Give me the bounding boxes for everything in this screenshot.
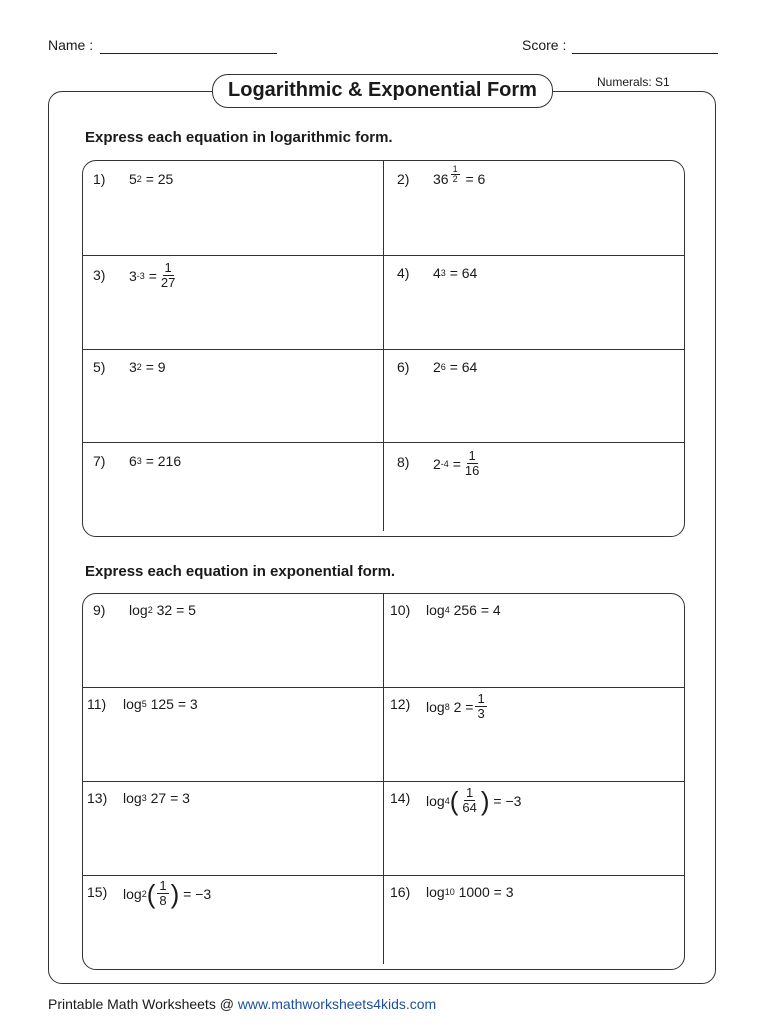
problem-15: 15) log 2 ( $\frac{1}{8}$ ) = −3: [87, 878, 212, 909]
problem-13: 13) log 3 27 = 3: [87, 790, 190, 806]
problem-11: 11) log 5 125 = 3: [87, 696, 198, 712]
section1-grid: [82, 160, 685, 537]
score-field-line[interactable]: [572, 53, 718, 54]
score-label: Score :: [522, 37, 567, 53]
footer: [48, 996, 436, 1012]
problem-3: 3) 3 -3 = $\frac{1}{27}$: [93, 260, 176, 290]
problem-2: 2) 36 $\frac{1}{2}$ = 6: [397, 163, 486, 187]
problem-16: 16) log 10 1000 = 3: [390, 884, 514, 900]
name-field-line[interactable]: [100, 53, 277, 54]
section1-instruction: Express each equation in logarithmic form.: [85, 129, 393, 146]
grid-row-divider: [83, 781, 684, 782]
grid-row-divider: [83, 349, 684, 350]
footer-link[interactable]: www.mathworksheets4kids.com: [237, 996, 437, 1012]
grid-row-divider: [83, 875, 684, 876]
problem-6: 6) 2 6 = 64: [397, 359, 478, 375]
section2-instruction: Express each equation in exponential form.: [85, 563, 396, 580]
problem-9: 9) log 2 32 = 5: [93, 602, 196, 618]
grid-divider: [383, 594, 384, 964]
footer-text: Printable Math Worksheets @: [48, 996, 238, 1012]
problem-7: 7) 6 3 = 216: [93, 453, 182, 469]
grid-row-divider: [83, 255, 684, 256]
problem-12: 12) log 8 2 = $\frac{1}{3}$: [390, 691, 485, 721]
problem-8: 8) 2 -4 = $\frac{1}{16}$: [397, 448, 480, 478]
problem-10: 10) log 4 256 = 4: [390, 602, 501, 618]
name-label: Name :: [48, 37, 94, 53]
numerals-label: Numerals: S1: [597, 75, 670, 89]
problem-4: 4) 4 3 = 64: [397, 265, 478, 281]
section2-grid: [82, 593, 685, 970]
worksheet-title: Logarithmic & Exponential Form: [212, 74, 553, 108]
grid-divider: [383, 161, 384, 531]
grid-row-divider: [83, 687, 684, 688]
problem-5: 5) 3 2 = 9: [93, 359, 166, 375]
grid-row-divider: [83, 442, 684, 443]
problem-14: 14) log 4 ( $\frac{1}{64}$ ) = −3: [390, 785, 522, 816]
problem-1: 1) 5 2 = 25: [93, 171, 174, 187]
